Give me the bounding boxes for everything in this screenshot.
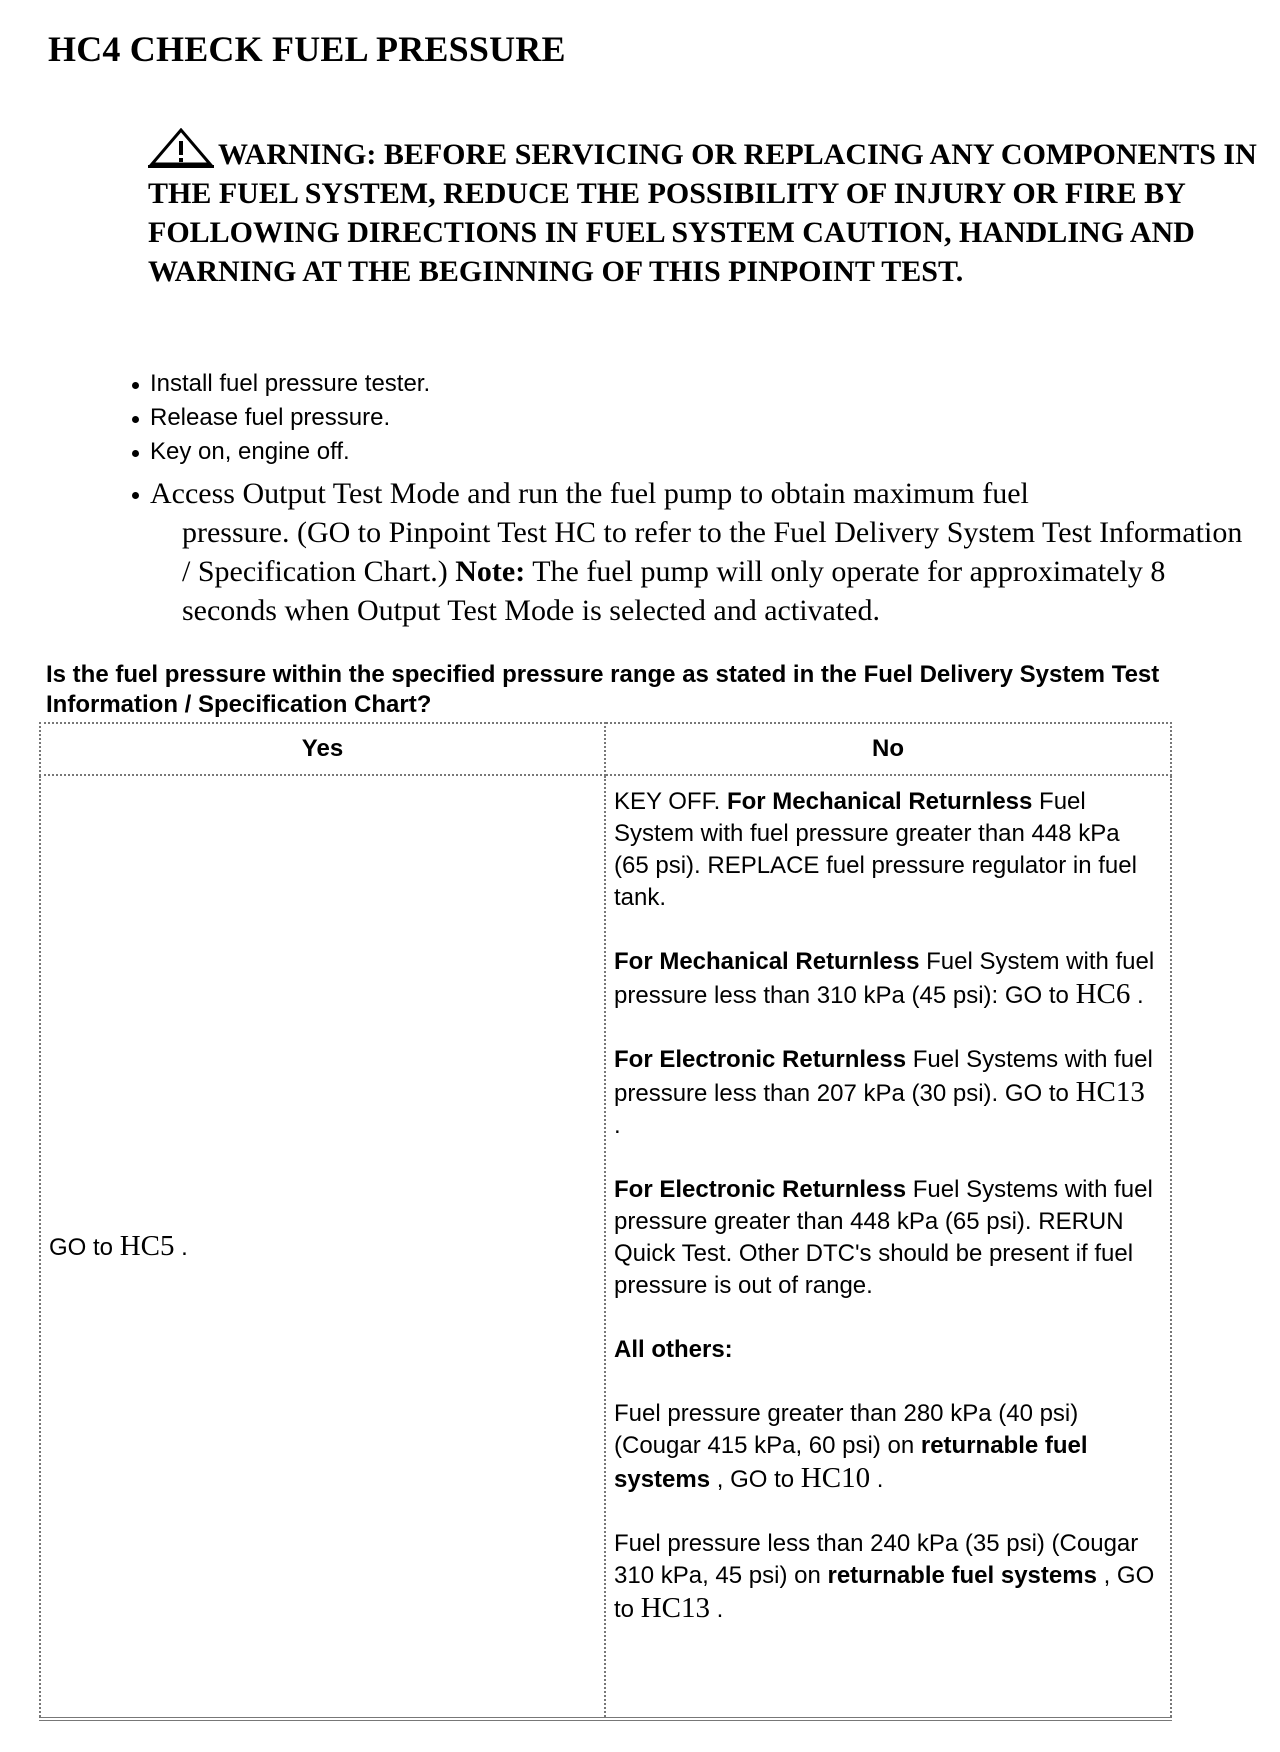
question-text: Is the fuel pressure within the specified pressure range as stated in the Fuel Delivery System Test Information / Specification Chart?	[46, 661, 1160, 718]
para-text: Fuel Systems with fuel pressure greater than 448 kPa (65 psi). RERUN Quick Test. Other DTC's should be present if fuel pressure is out of range.	[614, 1176, 1153, 1299]
page-title: HC4 CHECK FUEL PRESSURE	[48, 29, 566, 69]
yes-suffix: .	[174, 1234, 188, 1261]
no-paragraph	[614, 1174, 1156, 1302]
hc5-link[interactable]: HC5	[119, 1230, 175, 1262]
para-text: KEY OFF.	[614, 788, 721, 815]
step-item	[128, 474, 1248, 630]
step-item: Key on, engine off.	[128, 435, 1248, 469]
warning-triangle-icon	[148, 128, 214, 168]
para-bold: All others:	[614, 1336, 733, 1363]
para-bold: For Mechanical Returnless	[726, 788, 1033, 815]
table-header-row	[40, 723, 1171, 775]
step-text: The fuel pump will only operate for approximately 8 seconds when Output Test Mode is selected and activated.	[182, 555, 1166, 627]
step-item: Release fuel pressure.	[128, 401, 1248, 435]
warning-text: WARNING: BEFORE SERVICING OR REPLACING ANY COMPONENTS IN THE FUEL SYSTEM, REDUCE THE POSSIBILITY OF INJURY OR FIRE BY FOLLOWING DIRECTIONS IN FUEL SYSTEM CAUTION, HANDLING AND WARNING AT THE BEGINNING OF THIS PINPOINT TEST.	[148, 138, 1257, 288]
para-text: Fuel System with fuel pressure greater than 448 kPa (65 psi). REPLACE fuel pressure regulator in fuel tank.	[614, 788, 1137, 911]
step-text: pressure. (GO to Pinpoint Test HC to refer to the Fuel Delivery System Test Information / Specification Chart.)	[182, 516, 1243, 588]
result-table	[39, 722, 1172, 1721]
no-cell	[605, 775, 1171, 1719]
para-text: .	[1137, 982, 1144, 1009]
step-item: Install fuel pressure tester.	[128, 367, 1248, 401]
no-paragraph	[614, 1528, 1156, 1626]
para-text: .	[876, 1466, 884, 1493]
para-bold: For Electronic Returnless	[614, 1176, 907, 1203]
para-text: , GO to	[716, 1466, 795, 1493]
hc10-link[interactable]: HC10	[800, 1462, 871, 1494]
para-bold: returnable fuel systems	[827, 1562, 1097, 1589]
note-label: Note:	[455, 555, 526, 588]
hc13-link[interactable]: HC13	[1075, 1076, 1145, 1108]
para-text: .	[716, 1596, 724, 1623]
table-row	[40, 775, 1171, 1719]
para-text: Fuel System with fuel pressure less than 310 kPa (45 psi): GO to	[614, 948, 1155, 1009]
no-paragraph	[614, 946, 1156, 1012]
para-bold: For Electronic Returnless	[614, 1046, 907, 1073]
no-header: No	[605, 723, 1171, 775]
hc13-link[interactable]: HC13	[640, 1592, 710, 1624]
para-text: Fuel pressure greater than 280 kPa (40 psi) (Cougar 415 kPa, 60 psi) on	[614, 1400, 1079, 1459]
hc6-link[interactable]: HC6	[1075, 978, 1131, 1010]
para-bold: For Mechanical Returnless	[614, 948, 920, 975]
para-text: , GO to	[614, 1562, 1155, 1623]
step-continuation	[150, 513, 1248, 630]
no-paragraph	[614, 1334, 1156, 1366]
warning-block	[148, 128, 1258, 291]
step-text: Access Output Test Mode and run the fuel pump to obtain maximum fuel	[150, 477, 1029, 510]
yes-cell	[40, 775, 605, 1719]
no-paragraph	[614, 1044, 1156, 1142]
yes-header: Yes	[40, 723, 605, 775]
procedure-steps	[128, 367, 1248, 630]
no-paragraph	[614, 1398, 1156, 1496]
yes-text: GO to	[49, 1234, 120, 1261]
para-text: .	[614, 1112, 621, 1139]
para-text: Fuel Systems with fuel pressure less than 207 kPa (30 psi). GO to	[614, 1046, 1153, 1107]
no-paragraph	[614, 786, 1156, 914]
para-text: Fuel pressure less than 240 kPa (35 psi) (Cougar 310 kPa, 45 psi) on	[614, 1530, 1139, 1589]
para-bold: returnable fuel systems	[614, 1432, 1088, 1493]
